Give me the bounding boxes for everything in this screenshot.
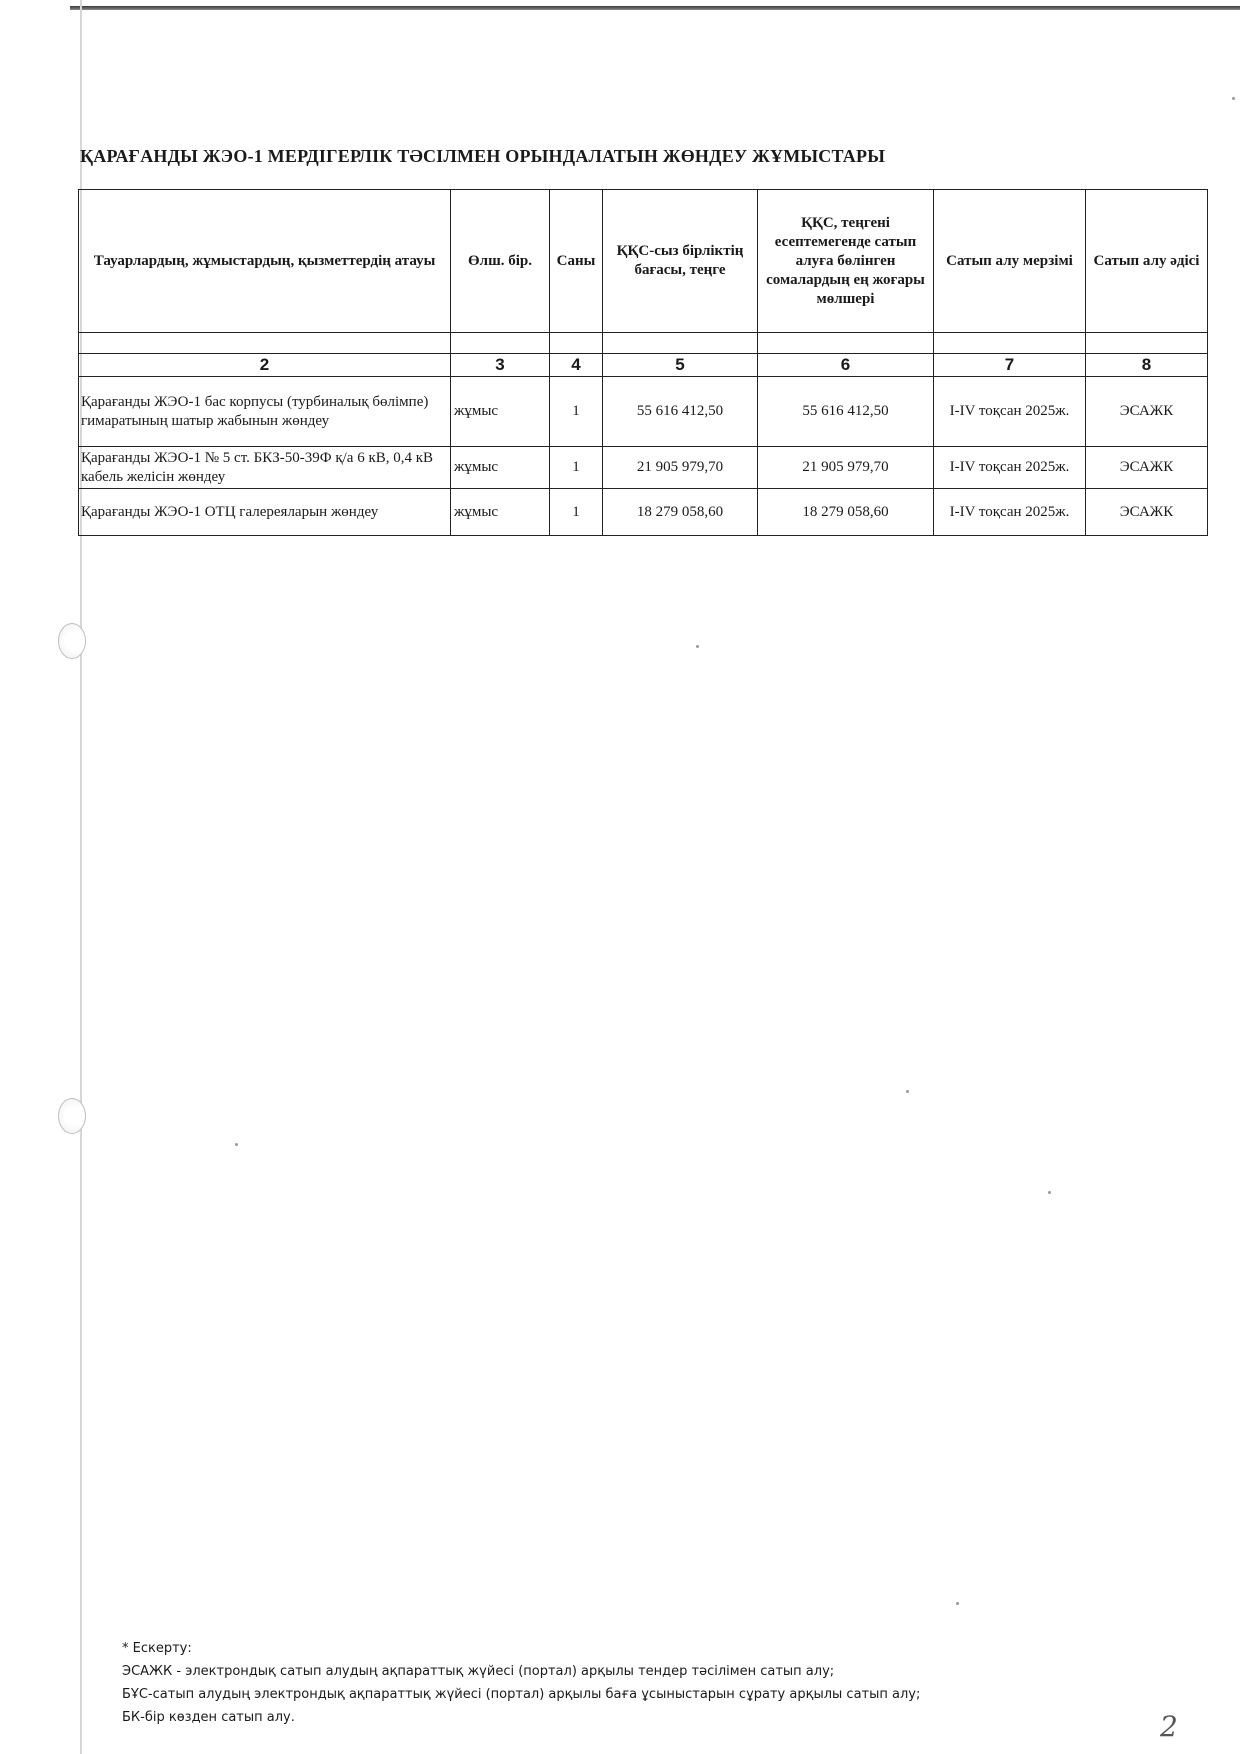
row-method: ЭСАЖК (1086, 489, 1208, 536)
page-number: 2 (1160, 1710, 1178, 1743)
document-title: ҚАРАҒАНДЫ ЖЭО-1 МЕРДІГЕРЛІК ТӘСІЛМЕН ОРЫНДАЛАТЫН ЖӨНДЕУ ЖҰМЫСТАРЫ (80, 146, 886, 166)
column-number-row (79, 354, 1208, 377)
row-price: 21 905 979,70 (603, 447, 758, 489)
row-amount: 21 905 979,70 (758, 447, 934, 489)
column-number: 3 (451, 354, 550, 377)
table-header-row (79, 190, 1208, 333)
scan-speck (235, 1143, 238, 1146)
spacer-cell (1086, 333, 1208, 354)
column-number: 8 (1086, 354, 1208, 377)
punch-hole-upper (58, 623, 86, 659)
column-number: 6 (758, 354, 934, 377)
row-qty: 1 (550, 447, 603, 489)
scan-top-edge (70, 6, 1240, 10)
table-row (79, 489, 1208, 536)
footnote-heading: * Ескерту: (122, 1641, 192, 1656)
header-method: Сатып алу әдісі (1086, 190, 1208, 333)
column-number: 4 (550, 354, 603, 377)
row-name: Қарағанды ЖЭО-1 № 5 ст. БКЗ-50-39Ф қ/а 6 кВ, 0,4 кВ кабель желісін жөндеу (79, 447, 451, 489)
spacer-cell (451, 333, 550, 354)
footnote-line: ЭСАЖК - электрондық сатып алудың ақпараттық жүйесі (портал) арқылы тендер тәсілімен сатып алу; (122, 1664, 835, 1679)
footnote-line: БК-бір көзден сатып алу. (122, 1710, 295, 1725)
row-unit: жұмыс (451, 489, 550, 536)
scan-speck (1048, 1191, 1051, 1194)
column-number: 7 (934, 354, 1086, 377)
row-qty: 1 (550, 489, 603, 536)
scan-speck (906, 1090, 909, 1093)
table-row (79, 447, 1208, 489)
header-unit: Өлш. бір. (451, 190, 550, 333)
header-period: Сатып алу мерзімі (934, 190, 1086, 333)
row-method: ЭСАЖК (1086, 447, 1208, 489)
spacer-cell (79, 333, 451, 354)
column-number: 5 (603, 354, 758, 377)
repair-works-table (78, 189, 1208, 536)
row-period: I-IV тоқсан 2025ж. (934, 447, 1086, 489)
footnote (122, 1637, 920, 1729)
column-number: 2 (79, 354, 451, 377)
row-unit: жұмыс (451, 377, 550, 447)
row-name: Қарағанды ЖЭО-1 ОТЦ галереяларын жөндеу (79, 489, 451, 536)
row-qty: 1 (550, 377, 603, 447)
row-amount: 55 616 412,50 (758, 377, 934, 447)
header-amount: ҚҚС, теңгені есептемегенде сатып алуға бөлінген сомалардың ең жоғары мөлшері (758, 190, 934, 333)
row-amount: 18 279 058,60 (758, 489, 934, 536)
row-price: 55 616 412,50 (603, 377, 758, 447)
row-unit: жұмыс (451, 447, 550, 489)
row-period: I-IV тоқсан 2025ж. (934, 377, 1086, 447)
table-row (79, 377, 1208, 447)
spacer-cell (603, 333, 758, 354)
spacer-cell (550, 333, 603, 354)
punch-hole-lower (58, 1098, 86, 1134)
row-price: 18 279 058,60 (603, 489, 758, 536)
row-method: ЭСАЖК (1086, 377, 1208, 447)
header-qty: Саны (550, 190, 603, 333)
scan-speck (956, 1602, 959, 1605)
spacer-cell (934, 333, 1086, 354)
spacer-cell (758, 333, 934, 354)
footnote-line: БҰС-сатып алудың электрондық ақпараттық жүйесі (портал) арқылы баға ұсыныстарын сұрату арқылы сатып алу; (122, 1687, 921, 1702)
row-name: Қарағанды ЖЭО-1 бас корпусы (турбиналық бөлімпе) гимаратының шатыр жабынын жөндеу (79, 377, 451, 447)
header-price: ҚҚС-сыз бірліктің бағасы, теңге (603, 190, 758, 333)
scan-speck (696, 645, 699, 648)
header-name: Тауарлардың, жұмыстардың, қызметтердің атауы (79, 190, 451, 333)
scan-speck (1232, 97, 1235, 100)
row-period: I-IV тоқсан 2025ж. (934, 489, 1086, 536)
table-spacer-row (79, 333, 1208, 354)
